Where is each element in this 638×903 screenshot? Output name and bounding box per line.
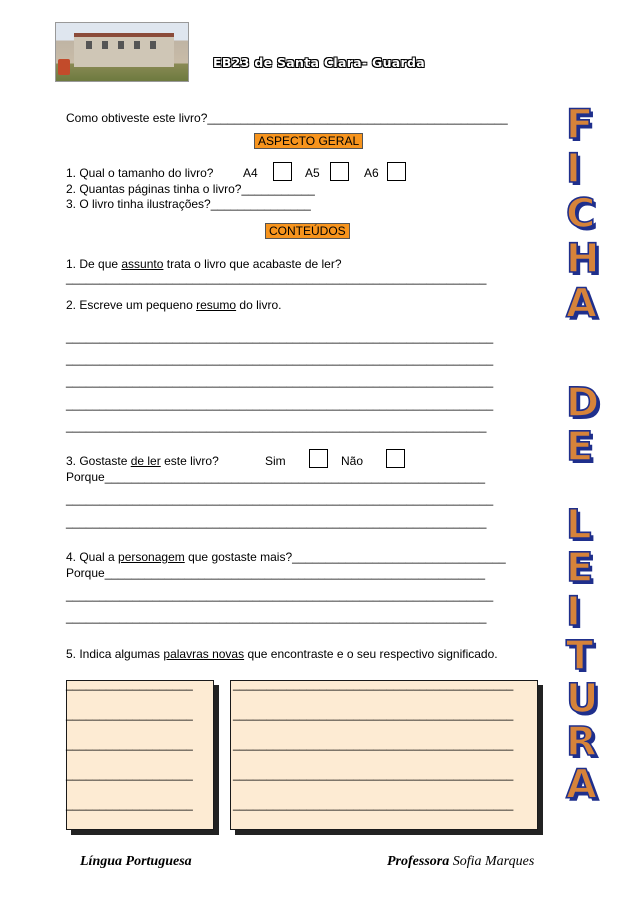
q-character-trail[interactable]: ________________________________: [292, 550, 506, 564]
because-line[interactable]: Porque_________________________________________________________: [66, 566, 486, 580]
meaning-line[interactable]: __________________________________________: [233, 677, 514, 691]
title-letter: U: [566, 676, 599, 722]
word-line[interactable]: ___________________: [66, 707, 193, 721]
title-letter: I: [566, 589, 581, 635]
a6-checkbox[interactable]: [387, 162, 406, 181]
q-words: [66, 647, 498, 661]
answer-line[interactable]: ________________________________________________________________: [66, 374, 494, 388]
word-line[interactable]: ___________________: [66, 767, 193, 781]
footer-subject: Língua Portuguesa: [80, 854, 192, 869]
school-name: EB23 de Santa Clara- Guarda: [213, 55, 425, 70]
window-shape: [86, 41, 92, 49]
school-photo: [55, 22, 189, 82]
title-letter: E: [566, 545, 594, 591]
window-shape: [118, 41, 124, 49]
q-summary-post: do livro.: [236, 298, 282, 312]
answer-line[interactable]: _______________________________________________________________: [66, 419, 487, 433]
q-liked-key: de ler: [130, 454, 161, 468]
q-words-post: que encontraste e o seu respectivo significado.: [244, 647, 498, 661]
meaning-line[interactable]: __________________________________________: [233, 767, 514, 781]
q2-pages: 2. Quantas páginas tinha o livro?___________: [66, 182, 315, 196]
q-words-key: palavras novas: [163, 647, 245, 661]
q-summary-key: resumo: [196, 298, 237, 312]
a5-checkbox[interactable]: [330, 162, 349, 181]
opt-a5-label: A5: [305, 166, 320, 180]
q-words-pre: 5. Indica algumas: [66, 647, 164, 661]
meaning-line[interactable]: __________________________________________: [233, 737, 514, 751]
title-letter: T: [566, 633, 594, 679]
q1-size-text: 1. Qual o tamanho do livro?: [66, 166, 214, 180]
title-letter: R: [566, 719, 597, 765]
answer-line[interactable]: ________________________________________________________________: [66, 352, 494, 366]
no-label: Não: [341, 454, 364, 468]
window-shape: [102, 41, 108, 49]
footer-teacher-name: Sofia Marques: [452, 854, 535, 869]
word-line[interactable]: ___________________: [66, 797, 193, 811]
q-character-key: personagem: [118, 550, 185, 564]
word-line[interactable]: ___________________: [66, 677, 193, 691]
q-liked: [66, 454, 219, 468]
q-subject: [66, 257, 342, 271]
window-shape: [150, 41, 156, 49]
title-letter: A: [566, 762, 597, 808]
section-contents-heading: [265, 224, 350, 238]
a4-checkbox[interactable]: [273, 162, 292, 181]
meaning-line[interactable]: __________________________________________: [233, 707, 514, 721]
title-letter: F: [566, 102, 594, 148]
q-subject-key: assunto: [121, 257, 164, 271]
q-character-post: que gostaste mais?: [184, 550, 293, 564]
section-general-heading: [254, 134, 363, 148]
q-liked-post: este livro?: [160, 454, 219, 468]
opt-a4-label: A4: [243, 166, 258, 180]
section-contents-label: CONTEÚDOS: [265, 223, 350, 239]
yes-label: Sim: [265, 454, 286, 468]
q3-illustrations: 3. O livro tinha ilustrações?_______________: [66, 197, 311, 211]
title-letter: I: [566, 146, 581, 192]
answer-line[interactable]: ________________________________________________________________: [66, 330, 494, 344]
word-line[interactable]: ___________________: [66, 737, 193, 751]
answer-line[interactable]: ________________________________________________________________: [66, 397, 494, 411]
how-obtained-question: Como obtiveste este livro?_____________________________________________: [66, 111, 508, 125]
footer-teacher: [387, 854, 534, 870]
q-subject-pre: 1. De que: [66, 257, 122, 271]
q-character: [66, 550, 506, 564]
title-letter: E: [566, 424, 594, 470]
q-subject-post: trata o livro que acabaste de ler?: [163, 257, 342, 271]
title-letter: D: [566, 380, 600, 426]
window-shape: [134, 41, 140, 49]
answer-line[interactable]: _______________________________________________________________: [66, 610, 487, 624]
title-letter: H: [566, 236, 600, 282]
yes-checkbox[interactable]: [309, 449, 328, 468]
answer-line[interactable]: ________________________________________________________________: [66, 588, 494, 602]
q-liked-pre: 3. Gostaste: [66, 454, 131, 468]
title-letter: A: [566, 281, 597, 327]
answer-line[interactable]: ________________________________________________________________: [66, 492, 494, 506]
answer-line[interactable]: _______________________________________________________________: [66, 271, 487, 285]
footer-teacher-label: Professora: [387, 854, 450, 869]
answer-line[interactable]: _______________________________________________________________: [66, 515, 487, 529]
q-summary-pre: 2. Escreve um pequeno: [66, 298, 197, 312]
no-checkbox[interactable]: [386, 449, 405, 468]
title-letter: L: [566, 502, 592, 548]
title-letter: C: [566, 191, 596, 237]
section-general-label: ASPECTO GERAL: [254, 133, 363, 149]
q-character-pre: 4. Qual a: [66, 550, 119, 564]
because-line[interactable]: Porque_________________________________________________________: [66, 470, 486, 484]
q-summary: [66, 298, 281, 312]
opt-a6-label: A6: [364, 166, 379, 180]
meaning-line[interactable]: __________________________________________: [233, 797, 514, 811]
